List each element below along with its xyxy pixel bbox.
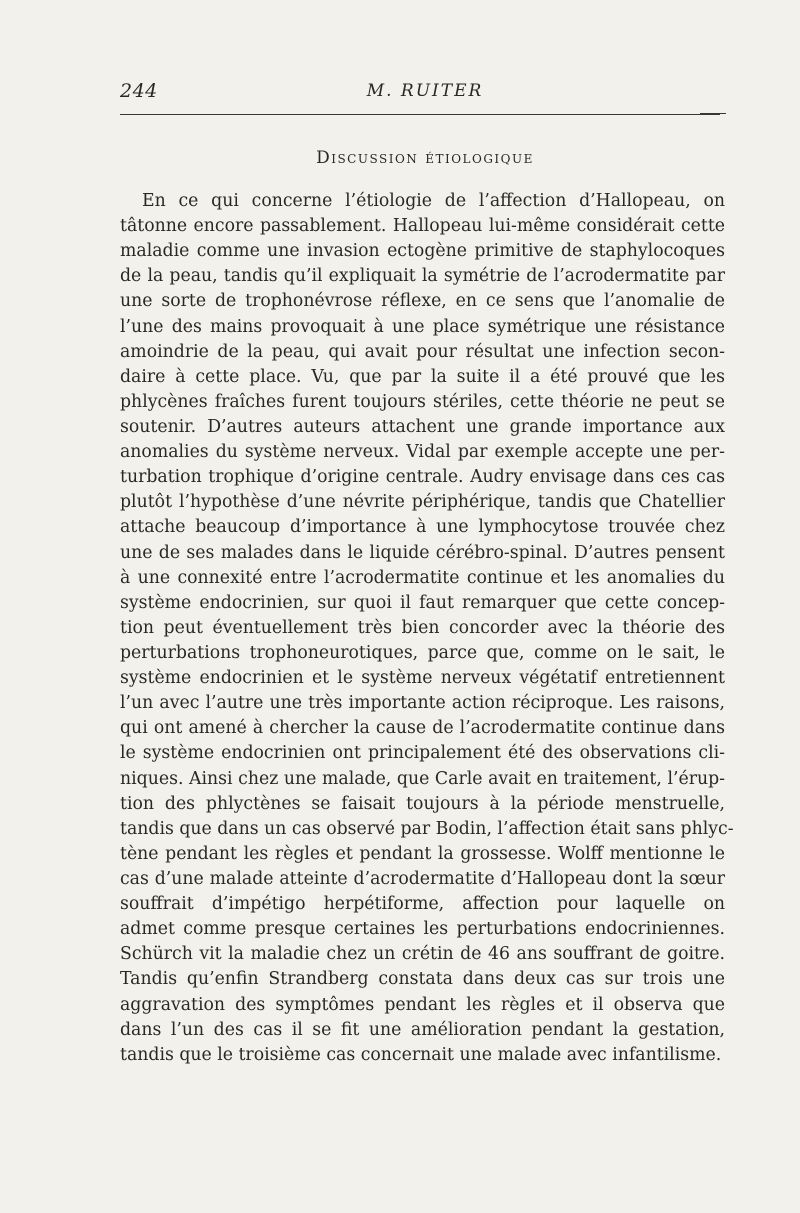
- text-line: daire à cette place. Vu, que par la suite il a été prouvé que les: [120, 366, 725, 387]
- text-line: à une connexité entre l’acrodermatite continue et les anomalies du: [120, 567, 725, 588]
- text-line: attache beaucoup d’importance à une lymphocytose trouvée chez: [120, 517, 725, 538]
- text-line: tion des phlyctènes se faisait toujours à la période menstruelle,: [120, 793, 725, 814]
- text-line: soutenir. D’autres auteurs attachent une grande importance aux: [120, 416, 725, 437]
- running-head-author: M. RUITER: [366, 81, 484, 101]
- header-rule-tip: [700, 113, 726, 114]
- text-line: phlycènes fraîches furent toujours stériles, cette théorie ne peut se: [120, 391, 725, 412]
- text-line: qui ont amené à chercher la cause de l’acrodermatite continue dans: [120, 718, 725, 739]
- text-line: Schürch vit la maladie chez un crétin de 46 ans souffrant de goitre.: [120, 944, 725, 965]
- text-line: dans l’un des cas il se fit une amélioration pendant la gestation,: [120, 1019, 725, 1040]
- text-line: turbation trophique d’origine centrale. Audry envisage dans ces cas: [120, 467, 725, 488]
- page-number: 244: [120, 80, 158, 102]
- text-line: de la peau, tandis qu’il expliquait la symétrie de l’acrodermatite par: [120, 266, 725, 287]
- text-line: tandis que dans un cas observé par Bodin, l’affection était sans phlyc-: [120, 818, 734, 839]
- text-line: cas d’une malade atteinte d’acrodermatite d’Hallopeau dont la sœur: [120, 868, 725, 889]
- text-line: système endocrinien, sur quoi il faut remarquer que cette concep-: [120, 592, 725, 613]
- section-title: Discussion étiologique: [316, 148, 534, 168]
- text-line: système endocrinien et le système nerveux végétatif entretiennent: [120, 668, 725, 689]
- text-line: perturbations trophoneurotiques, parce que, comme on le sait, le: [120, 642, 725, 663]
- text-line: une sorte de trophonévrose réflexe, en ce sens que l’anomalie de: [120, 291, 725, 312]
- text-line: niques. Ainsi chez une malade, que Carle avait en traitement, l’érup-: [120, 768, 725, 789]
- text-line: plutôt l’hypothèse d’une névrite périphérique, tandis que Chatellier: [120, 492, 725, 513]
- text-line: l’un avec l’autre une très importante action réciproque. Les raisons,: [120, 693, 725, 714]
- text-line: tâtonne encore passablement. Hallopeau lui-même considérait cette: [120, 216, 725, 237]
- text-line: souffrait d’impétigo herpétiforme, affection pour laquelle on: [120, 894, 725, 915]
- text-line: En ce qui concerne l’étiologie de l’affection d’Hallopeau, on: [142, 191, 725, 211]
- text-line: tène pendant les règles et pendant la grossesse. Wolff mentionne le: [120, 843, 725, 864]
- body-paragraph: [120, 189, 734, 1068]
- text-line: admet comme presque certaines les perturbations endocriniennes.: [120, 919, 725, 940]
- text-line: Tandis qu’enfin Strandberg constata dans deux cas sur trois une: [120, 969, 725, 990]
- text-line: l’une des mains provoquait à une place symétrique une résistance: [120, 316, 725, 337]
- text-line: une de ses malades dans le liquide cérébro-spinal. D’autres pensent: [120, 542, 725, 563]
- text-line: tandis que le troisième cas concernait une malade avec infantilisme.: [120, 1044, 722, 1065]
- text-line: amoindrie de la peau, qui avait pour résultat une infection secon-: [120, 341, 725, 362]
- text-line: maladie comme une invasion ectogène primitive de staphylocoques: [120, 241, 725, 262]
- page-header: [120, 80, 730, 104]
- text-line: anomalies du système nerveux. Vidal par exemple accepte une per-: [120, 442, 725, 463]
- text-line: tion peut éventuellement très bien concorder avec la théorie des: [120, 617, 725, 638]
- text-line: aggravation des symptômes pendant les règles et il observa que: [120, 994, 725, 1015]
- header-rule: [120, 114, 720, 115]
- text-line: le système endocrinien ont principalement été des observations cli-: [120, 743, 725, 764]
